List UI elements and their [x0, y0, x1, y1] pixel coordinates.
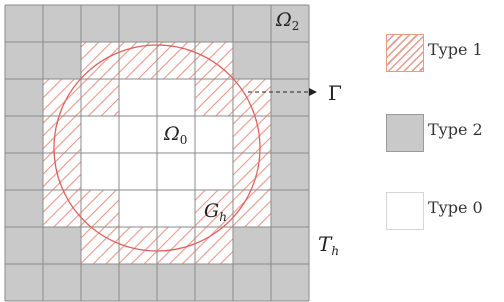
legend-swatch-hatched	[386, 34, 424, 72]
mesh-cell-type1	[195, 227, 233, 264]
g-h-label: $G_h$	[204, 200, 227, 224]
mesh-cell-type2	[271, 264, 309, 301]
legend-label: Type 1	[428, 40, 483, 59]
mesh-cell-type2	[5, 42, 43, 79]
mesh-cell-type1	[157, 42, 195, 79]
mesh-cell-type2	[43, 227, 81, 264]
mesh-cell-type2	[5, 116, 43, 153]
mesh-cell-type2	[233, 264, 271, 301]
mesh-cell-type1	[43, 190, 81, 227]
mesh-cell-type2	[233, 42, 271, 79]
legend-label: Type 2	[428, 120, 483, 139]
mesh-cell-type1	[233, 116, 271, 153]
legend-swatch-white	[386, 192, 424, 230]
mesh-cell-type0	[81, 116, 119, 153]
mesh-cell-type2	[81, 264, 119, 301]
mesh-cell-type2	[5, 190, 43, 227]
mesh-cell-type0	[157, 153, 195, 190]
mesh-cell-type2	[5, 264, 43, 301]
mesh-cell-type2	[43, 5, 81, 42]
mesh-cell-type0	[195, 153, 233, 190]
mesh-cell-type1	[43, 116, 81, 153]
mesh-cell-type1	[43, 153, 81, 190]
mesh-cell-type0	[119, 116, 157, 153]
mesh-cell-type0	[157, 79, 195, 116]
t-h-label: $T_h$	[318, 232, 340, 258]
mesh-cell-type2	[195, 5, 233, 42]
mesh-cell-type2	[119, 264, 157, 301]
mesh-cell-type2	[5, 153, 43, 190]
omega-2-label: $\Omega_2$	[276, 9, 300, 33]
mesh-cell-type2	[271, 79, 309, 116]
mesh-cell-type0	[119, 79, 157, 116]
mesh-cell-type2	[271, 153, 309, 190]
mesh-cell-type2	[271, 227, 309, 264]
mesh-cell-type2	[271, 116, 309, 153]
mesh-cell-type2	[195, 264, 233, 301]
mesh-cell-type1	[81, 227, 119, 264]
mesh-cell-type2	[5, 79, 43, 116]
mesh-cell-type1	[81, 190, 119, 227]
mesh-cell-type2	[5, 227, 43, 264]
mesh-cell-type0	[119, 153, 157, 190]
legend-label: Type 0	[428, 198, 483, 217]
mesh-cell-type2	[233, 227, 271, 264]
gamma-label: Γ	[328, 81, 342, 105]
mesh-cell-type2	[157, 264, 195, 301]
mesh-cell-type1	[195, 79, 233, 116]
mesh-cell-type1	[233, 153, 271, 190]
mesh-cell-type2	[119, 5, 157, 42]
legend-swatch-gray	[386, 114, 424, 152]
mesh-cell-type0	[195, 116, 233, 153]
mesh-cell-type0	[81, 153, 119, 190]
mesh-cell-type2	[81, 5, 119, 42]
mesh-cell-type2	[271, 190, 309, 227]
mesh-cell-type1	[81, 79, 119, 116]
omega-0-label: $\Omega_0$	[164, 123, 188, 147]
mesh-cell-type2	[43, 264, 81, 301]
mesh-cell-type0	[157, 190, 195, 227]
mesh-cell-type1	[119, 42, 157, 79]
mesh-cell-type2	[157, 5, 195, 42]
mesh-cell-type2	[43, 42, 81, 79]
mesh-cell-type2	[233, 5, 271, 42]
mesh-cell-type0	[119, 190, 157, 227]
mesh-cell-type2	[5, 5, 43, 42]
mesh-cell-type1	[233, 190, 271, 227]
mesh-cell-type2	[271, 42, 309, 79]
